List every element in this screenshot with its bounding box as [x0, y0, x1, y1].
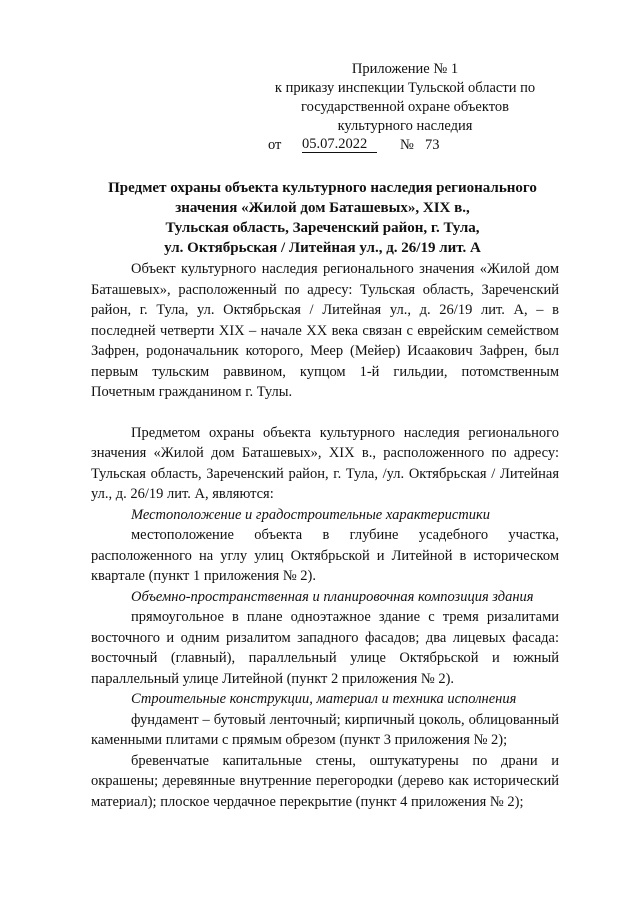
- intro-paragraph: Объект культурного наследия регионального значения «Жилой дом Баташевых», расположенный по адресу: Тульская область, Зареченский район, г. Тула, ул. Октябрьская / Литейная ул., д. 26/19 лит. А, – в последней четверти XIX – начале XX века связан с еврейским семейством Зафрен, родоначальник которого, Меер (Мейер) Исаакович Зафрен, был первым тульским раввином, купцом 1-й гильдии, потомственным Почетным гражданином г. Тулы.: [91, 261, 559, 400]
- document-body: [91, 259, 559, 812]
- appendix-authority: государственной охране объектов: [301, 99, 509, 115]
- order-date: 05.07.2022: [302, 136, 377, 153]
- heading-composition: Объемно-пространственная и планировочная композиция здания: [131, 588, 534, 605]
- order-date-line: [240, 136, 570, 155]
- appendix-heritage: культурного наследия: [337, 118, 473, 134]
- date-prefix: от: [268, 137, 282, 153]
- document-title: [60, 178, 585, 258]
- heading-construction: Строительные конструкции, материал и техника исполнения: [131, 691, 517, 707]
- foundation-paragraph: фундамент – бутовый ленточный; кирпичный цоколь, облицованный каменными плитами с прямым обрезом (пункт 3 приложения № 2);: [91, 711, 559, 748]
- heading-location: Местоположение и градостроительные характеристики: [131, 506, 491, 523]
- subject-paragraph: Предметом охраны объекта культурного наследия регионального значения «Жилой дом Баташевых», XIX в., расположенного по адресу: Тульская область, Зареченский район, г. Тула, /ул. Октябрьская / Литейная ул., д. 26/19 лит. А, являются:: [91, 424, 559, 502]
- order-number-label: №: [400, 137, 414, 153]
- title-line-2: значения «Жилой дом Баташевых», XIX в.,: [175, 200, 470, 216]
- composition-paragraph: прямоугольное в плане одноэтажное здание с тремя ризалитами восточного и одним ризалитом западного фасадов; два лицевых фасада: восточный (главный), параллельный улице Октябрьской и южный параллельный улице Литейной (пункт 2 приложения № 2).: [91, 609, 559, 687]
- title-line-4: ул. Октябрьская / Литейная ул., д. 26/19 лит. А: [164, 240, 481, 256]
- paragraph-gap: [91, 403, 559, 423]
- title-line-3: Тульская область, Зареченский район, г. Тула,: [165, 220, 480, 236]
- order-number: 73: [425, 137, 440, 153]
- title-line-1: Предмет охраны объекта культурного наследия регионального: [108, 180, 537, 196]
- location-paragraph: местоположение объекта в глубине усадебного участка, расположенного на углу улиц Октябрьской и Литейной в историческом квартале (пункт 1 приложения № 2).: [91, 527, 559, 584]
- walls-paragraph: бревенчатые капитальные стены, оштукатурены по драни и окрашены; деревянные внутренние перегородки (дерево как исторический материал); плоское чердачное перекрытие (пункт 4 приложения № 2);: [91, 752, 559, 810]
- appendix-order-ref: к приказу инспекции Тульской области по: [274, 80, 536, 96]
- appendix-header: [240, 60, 570, 155]
- appendix-number: Приложение № 1: [351, 61, 459, 77]
